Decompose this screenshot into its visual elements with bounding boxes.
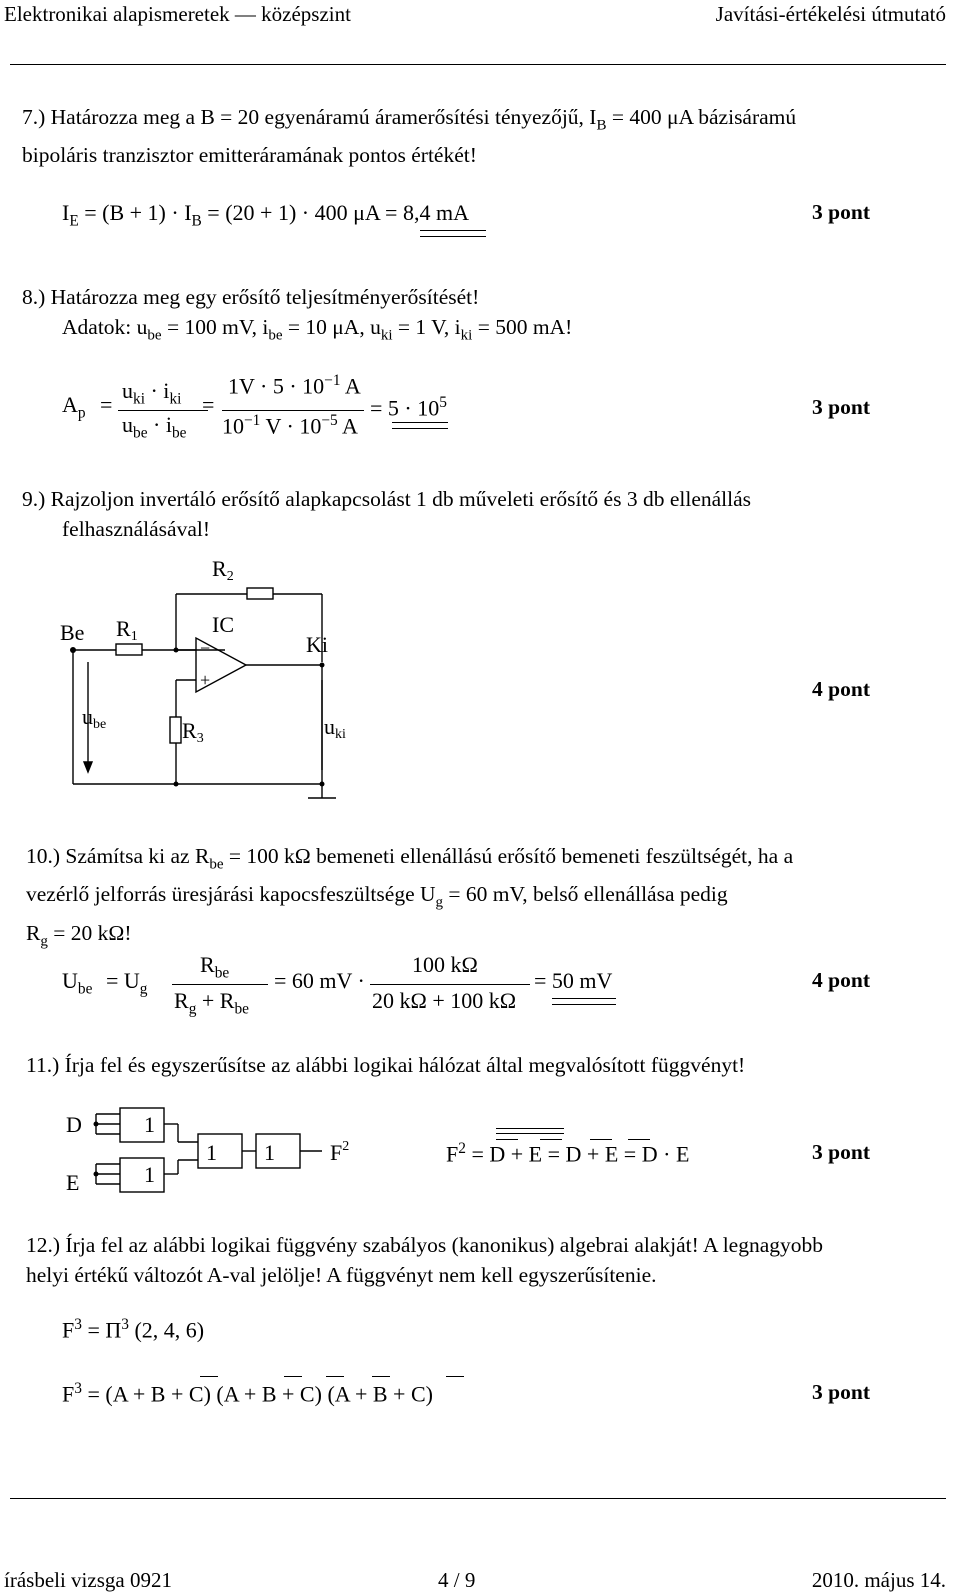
q10-frac2-bar xyxy=(370,984,530,985)
q9-circuit-diagram xyxy=(50,552,370,812)
q11-overbar-mid xyxy=(496,1133,564,1134)
q8-result: = $5 \cdot 10^5$ xyxy=(370,394,447,421)
q8-frac1-bar xyxy=(118,410,208,411)
header-right: Javítási-értékelési útmutató xyxy=(715,2,946,26)
q12-overbar-c2 xyxy=(326,1376,344,1377)
label-r3: R3 xyxy=(182,718,204,746)
in-d: D xyxy=(66,1112,82,1137)
q8-frac2-bar xyxy=(222,410,364,411)
q12-formula2: $F^3 = (A + B + C) (A + B + C) (A + B + C)$ xyxy=(62,1380,433,1407)
gate4-label: 1 xyxy=(264,1140,275,1165)
q7-text: 7.) Határozza meg a B = 20 egyenáramú áramerősítési tényezőjű, $I_B = 400$ μA bázisáramú bipoláris tranzisztor emitteráramának pontos értékét! xyxy=(22,105,797,168)
in-e: E xyxy=(66,1170,80,1195)
q10-text: 10.) Számítsa ki az $R_{be} = 100$ kΩ bemeneti ellenállású erősítő bemeneti feszültségét, ha a vezérlő jelforrás üresjárási kapocsfeszültsége $U_g = 60$ mV, belső ellenállása pedig $R_g = 20$ kΩ! xyxy=(26,844,794,949)
q8-eq2: = xyxy=(202,392,215,417)
footer-rule xyxy=(10,1498,946,1499)
q10-frac1-den: $R_g + R_{be}$ xyxy=(174,988,250,1018)
q12-overbar-b2 xyxy=(284,1376,302,1377)
label-ki: Ki xyxy=(306,632,328,657)
q8-frac2-den: $10^{-1}$ $V \cdot 10^{-5}$ A xyxy=(222,412,358,439)
label-r2: R2 xyxy=(212,556,234,584)
label-minus: − xyxy=(200,638,211,658)
q8-ap: $A_p$ xyxy=(62,392,86,422)
footer-left: írásbeli vizsga 0921 xyxy=(4,1568,172,1592)
q8-frac1-num: $u_{ki} \cdot i_{ki}$ xyxy=(122,378,182,408)
q10-frac1-num: $R_{be}$ xyxy=(200,952,230,982)
q7-formula: $I_E = (B + 1) \cdot I_B = (20 + 1) \cdot 400$ μA = 8,4 mA xyxy=(62,200,469,230)
q10-frac2-num: 100 kΩ xyxy=(412,952,478,977)
q10-result: = 50 mV xyxy=(534,968,613,993)
q12-formula1: $F^3 = \Pi^3$ (2, 4, 6) xyxy=(62,1316,205,1343)
q8-eq: = xyxy=(100,392,113,417)
q7-points: 3 pont xyxy=(812,200,870,224)
footer-right: 2010. május 14. xyxy=(811,1568,946,1592)
gate3-label: 1 xyxy=(206,1140,217,1165)
q11-overbar-e2 xyxy=(628,1139,650,1140)
footer-center: 4 / 9 xyxy=(438,1568,476,1592)
q12-overbar-c1 xyxy=(200,1376,218,1377)
q10-u: $U_{be}$ xyxy=(62,968,93,998)
q11-logic-diagram xyxy=(60,1104,370,1200)
q8-text: 8.) Határozza meg egy erősítő teljesítményerősítését! Adatok: $u_{be} = 100$ mV, $i_{be} = 10$ μA, $u_{ki} = 1$ V, $i_{ki} = 500$ mA! xyxy=(22,285,573,344)
header-left: Elektronikai alapismeretek — középszint xyxy=(4,2,351,26)
q8-frac2-num: $1V \cdot 5 \cdot 10^{-1}$ A xyxy=(228,372,361,399)
q11-overbar-e xyxy=(540,1139,562,1140)
q11-text: 11.) Írja fel és egyszerűsítse az alábbi logikai hálózat által megvalósított függvényt! xyxy=(26,1053,746,1077)
q12-overbar-a3 xyxy=(372,1376,390,1377)
gate1-label: 1 xyxy=(144,1112,155,1137)
q11-points: 3 pont xyxy=(812,1140,870,1164)
label-uki: uki xyxy=(324,714,346,742)
q11-overbar-d xyxy=(496,1139,518,1140)
q12-points: 3 pont xyxy=(812,1380,870,1404)
label-be: Be xyxy=(60,620,85,645)
label-r1: R1 xyxy=(116,616,138,644)
q8-points: 3 pont xyxy=(812,395,870,419)
q10-frac1-bar xyxy=(172,984,268,985)
label-ube: ube xyxy=(82,704,107,732)
q11-overbar-outer xyxy=(496,1128,564,1129)
q12-overbar-c3 xyxy=(446,1376,464,1377)
out-f2: $F^2$ xyxy=(330,1139,350,1165)
q11-formula: $F^2 = D + E = D + E = D \cdot E$ xyxy=(446,1140,690,1167)
q12-text: 12.) Írja fel az alábbi logikai függvény szabályos (kanonikus) algebrai alakját! A legnagyobb helyi értékű változót A-val jelölje! A függvényt nem kell egyszerűsítenie. xyxy=(26,1233,824,1287)
q10-ug: = $U_g$ xyxy=(106,968,148,998)
q7-result-underline xyxy=(420,230,486,237)
q11-overbar-d2 xyxy=(590,1139,612,1140)
label-ic: IC xyxy=(212,612,234,637)
q8-frac1-den: $u_{be} \cdot i_{be}$ xyxy=(122,412,187,442)
q10-eq60: = 60 mV · xyxy=(274,968,365,993)
label-plus: + xyxy=(200,670,211,690)
q9-text: 9.) Rajzoljon invertáló erősítő alapkapcsolást 1 db műveleti erősítő és 3 db ellenállás felhasználásával! xyxy=(22,487,752,541)
gate2-label: 1 xyxy=(144,1162,155,1187)
q9-points: 4 pont xyxy=(812,677,870,701)
q10-result-underline xyxy=(552,998,616,1005)
q8-result-underline xyxy=(392,422,448,429)
q10-frac2-den: 20 kΩ + 100 kΩ xyxy=(372,988,517,1013)
header-rule xyxy=(10,64,946,65)
q10-points: 4 pont xyxy=(812,968,870,992)
